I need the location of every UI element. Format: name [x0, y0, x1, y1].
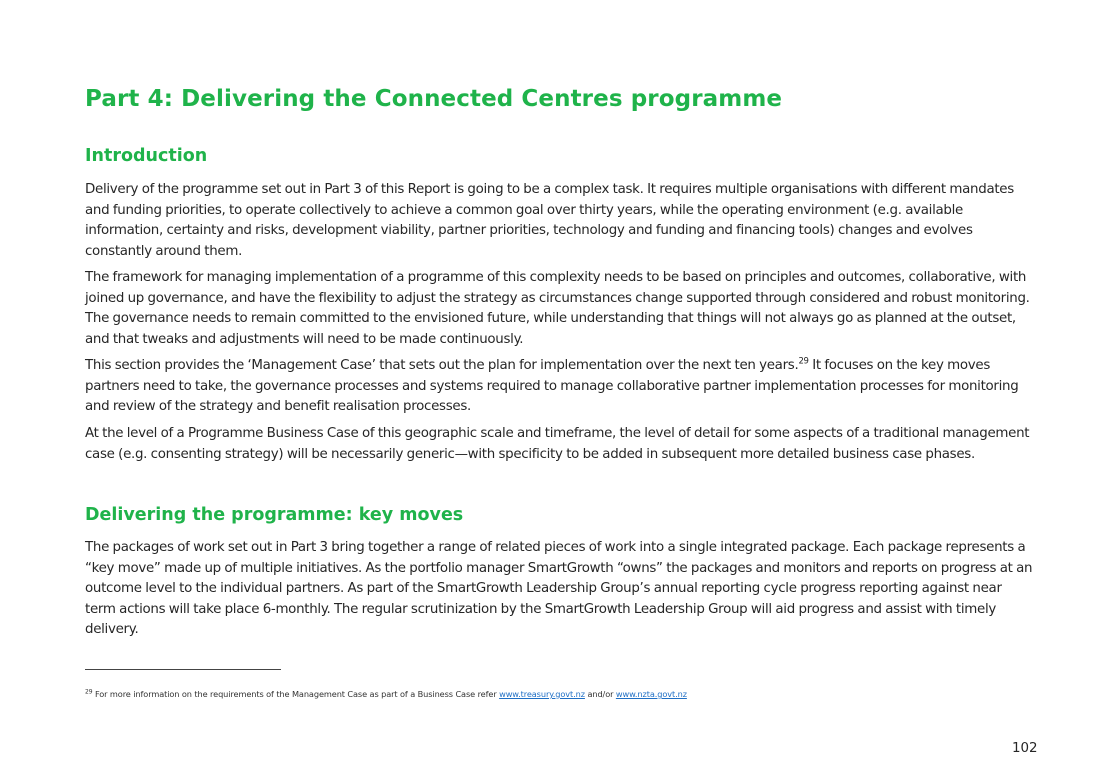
intro-paragraph-3-continued: It focuses on the key moves partners need to take, the governance processes and systems required to manage collaborative partner implementation processes for monitoring and review of the strategy and benefit realisation processes.	[85, 358, 1019, 415]
page-number: 102	[1012, 741, 1038, 756]
key-moves-paragraph: The packages of work set out in Part 3 bring together a range of related pieces of work into a single integrated package. Each package represents a “key move” made up of multiple initiatives. As the portfolio manager SmartGrowth “owns” the packages and monitors and reports on progress at an outcome level to the individual partners. As part of the SmartGrowth Leadership Group’s annual reporting cycle progress reporting against near term actions will take place 6-monthly. The regular scrutinization by the SmartGrowth Leadership Group will aid progress and assist with timely delivery.	[85, 540, 1033, 638]
footnote	[85, 688, 687, 700]
nzta-link[interactable]: www.nzta.govt.nz	[615, 689, 687, 699]
treasury-link[interactable]: www.treasury.govt.nz	[499, 689, 585, 699]
footnote-text: For more information on the requirements of the Management Case as part of a Business Case refer	[92, 689, 500, 699]
page-heading: Part 4: Delivering the Connected Centres programme	[85, 86, 783, 112]
footnote-reference: 29	[798, 356, 809, 367]
intro-paragraph-3	[85, 356, 1035, 418]
section-title-introduction: Introduction	[85, 146, 208, 166]
footnote-number: 29	[85, 688, 93, 696]
section-title-key-moves: Delivering the programme: key moves	[85, 505, 464, 525]
intro-paragraph-1: Delivery of the programme set out in Part 3 of this Report is going to be a complex task. It requires multiple organisations with different mandates and funding priorities, to operate collectively to achieve a common goal over thirty years, while the operating environment (e.g. available information, certainty and risks, development viability, partner priorities, technology and funding and financing tools) changes and evolves constantly around them.	[85, 182, 1014, 259]
footnote-divider	[85, 669, 281, 670]
intro-paragraph-4: At the level of a Programme Business Case of this geographic scale and timeframe, the level of detail for some aspects of a traditional management case (e.g. consenting strategy) will be necessarily generic—with specificity to be added in subsequent more detailed business case phases.	[85, 426, 1030, 462]
intro-paragraph-2: The framework for managing implementation of a programme of this complexity needs to be based on principles and outcomes, collaborative, with joined up governance, and have the flexibility to adjust the strategy as circumstances change supported through considered and robust monitoring. The governance needs to remain committed to the envisioned future, while understanding that things will not always go as planned at the outset, and that tweaks and adjustments will need to be made continuously.	[85, 270, 1030, 347]
footnote-connector: and/or	[584, 689, 616, 699]
intro-paragraph-3-text: This section provides the ‘Management Case’ that sets out the plan for implementation over the next ten years.	[85, 358, 799, 373]
